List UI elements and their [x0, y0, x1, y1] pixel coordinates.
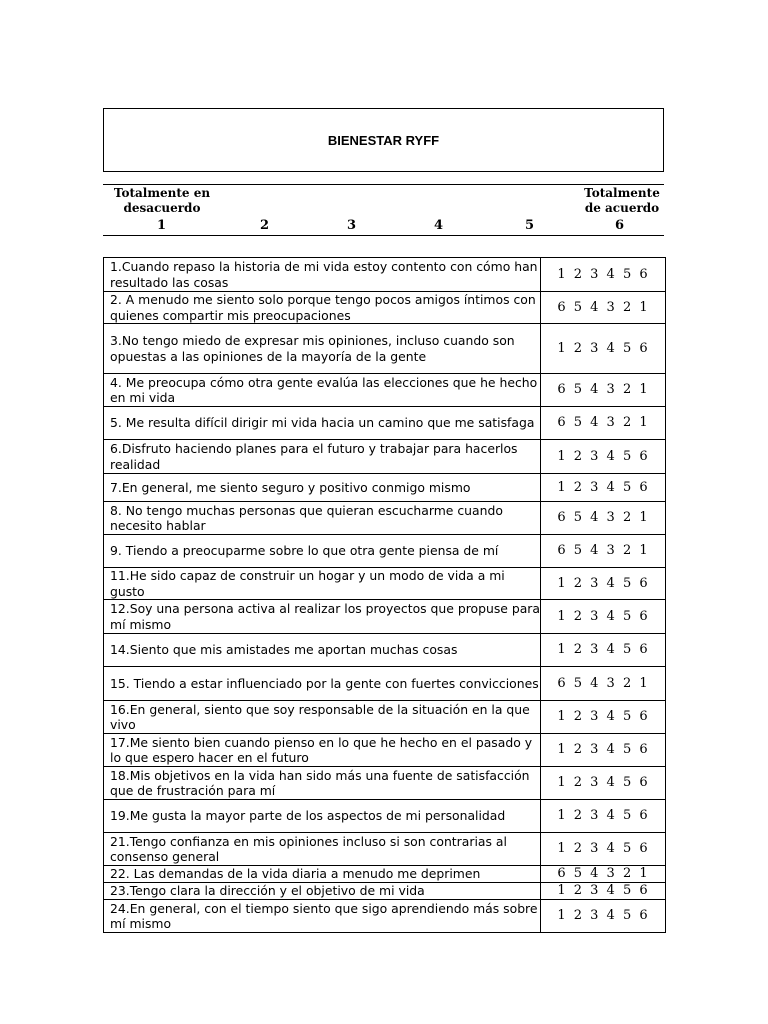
table-row: [104, 734, 666, 767]
table-row: [104, 667, 666, 701]
item-text: 15. Tiendo a estar influenciado por la gente con fuertes convicciones: [104, 667, 541, 701]
item-text: 4. Me preocupa cómo otra gente evalúa las elecciones que he hecho en mi vida: [104, 374, 541, 407]
table-row: [104, 440, 666, 474]
scale-number-4: 4: [434, 218, 444, 233]
item-scores: 6 5 4 3 2 1: [541, 502, 666, 535]
table-row: [104, 833, 666, 866]
item-scores: 1 2 3 4 5 6: [541, 833, 666, 866]
item-scores: 6 5 4 3 2 1: [541, 667, 666, 701]
scale-number-3: 3: [347, 218, 357, 233]
item-scores: 1 2 3 4 5 6: [541, 767, 666, 800]
item-text: 11.He sido capaz de construir un hogar y un modo de vida a mi gusto: [104, 568, 541, 600]
scale-number-5: 5: [525, 218, 535, 233]
document-title-box: [103, 108, 664, 172]
table-row: [104, 292, 666, 324]
table-row: [104, 600, 666, 634]
item-scores: 1 2 3 4 5 6: [541, 568, 666, 600]
table-row: [104, 800, 666, 833]
table-row: [104, 258, 666, 292]
response-scale: [103, 184, 664, 236]
table-row: [104, 535, 666, 568]
item-text: 9. Tiendo a preocuparme sobre lo que otra gente piensa de mí: [104, 535, 541, 568]
item-scores: 6 5 4 3 2 1: [541, 866, 666, 883]
item-text: 2. A menudo me siento solo porque tengo pocos amigos íntimos con quienes compartir mis preocupaciones: [104, 292, 541, 324]
item-scores: 1 2 3 4 5 6: [541, 800, 666, 833]
item-scores: 1 2 3 4 5 6: [541, 324, 666, 374]
item-text: 3.No tengo miedo de expresar mis opiniones, incluso cuando son opuestas a las opiniones de la mayoría de la gente: [104, 324, 541, 374]
scale-number-2: 2: [260, 218, 270, 233]
item-scores: 1 2 3 4 5 6: [541, 634, 666, 667]
item-scores: 1 2 3 4 5 6: [541, 701, 666, 734]
table-row: [104, 701, 666, 734]
item-text: 8. No tengo muchas personas que quieran escucharme cuando necesito hablar: [104, 502, 541, 535]
item-scores: 6 5 4 3 2 1: [541, 374, 666, 407]
item-scores: 1 2 3 4 5 6: [541, 440, 666, 474]
item-scores: 1 2 3 4 5 6: [541, 258, 666, 292]
item-text: 21.Tengo confianza en mis opiniones incluso si son contrarias al consenso general: [104, 833, 541, 866]
item-text: 1.Cuando repaso la historia de mi vida estoy contento con cómo han resultado las cosas: [104, 258, 541, 292]
item-scores: 6 5 4 3 2 1: [541, 535, 666, 568]
item-text: 12.Soy una persona activa al realizar los proyectos que propuse para mí mismo: [104, 600, 541, 634]
table-row: [104, 883, 666, 900]
item-text: 18.Mis objetivos en la vida han sido más una fuente de satisfacción que de frustración para mí: [104, 767, 541, 800]
scale-left-label: Totalmente en desacuerdo: [113, 186, 211, 215]
item-scores: 1 2 3 4 5 6: [541, 600, 666, 634]
table-row: [104, 900, 666, 933]
table-row: [104, 407, 666, 440]
item-text: 6.Disfruto haciendo planes para el futuro y trabajar para hacerlos realidad: [104, 440, 541, 474]
item-text: 22. Las demandas de la vida diaria a menudo me deprimen: [104, 866, 541, 883]
table-row: [104, 374, 666, 407]
table-row: [104, 568, 666, 600]
scale-right-label: Totalmente de acuerdo: [584, 186, 660, 215]
item-text: 16.En general, siento que soy responsable de la situación en la que vivo: [104, 701, 541, 734]
item-scores: 6 5 4 3 2 1: [541, 292, 666, 324]
scale-number-6: 6: [615, 218, 625, 233]
item-text: 14.Siento que mis amistades me aportan muchas cosas: [104, 634, 541, 667]
table-row: [104, 767, 666, 800]
item-text: 24.En general, con el tiempo siento que sigo aprendiendo más sobre mí mismo: [104, 900, 541, 933]
item-text: 7.En general, me siento seguro y positivo conmigo mismo: [104, 474, 541, 502]
document-title: BIENESTAR RYFF: [327, 132, 440, 148]
table-row: [104, 324, 666, 374]
item-text: 23.Tengo clara la dirección y el objetivo de mi vida: [104, 883, 541, 900]
item-text: 17.Me siento bien cuando pienso en lo que he hecho en el pasado y lo que espero hacer en el futuro: [104, 734, 541, 767]
item-scores: 1 2 3 4 5 6: [541, 883, 666, 900]
questionnaire-table: [103, 257, 666, 933]
table-row: [104, 474, 666, 502]
item-text: 5. Me resulta difícil dirigir mi vida hacia un camino que me satisfaga: [104, 407, 541, 440]
scale-number-1: 1: [157, 218, 167, 233]
item-scores: 1 2 3 4 5 6: [541, 734, 666, 767]
table-row: [104, 634, 666, 667]
item-scores: 6 5 4 3 2 1: [541, 407, 666, 440]
item-scores: 1 2 3 4 5 6: [541, 474, 666, 502]
item-scores: 1 2 3 4 5 6: [541, 900, 666, 933]
table-row: [104, 866, 666, 883]
table-row: [104, 502, 666, 535]
item-text: 19.Me gusta la mayor parte de los aspectos de mi personalidad: [104, 800, 541, 833]
